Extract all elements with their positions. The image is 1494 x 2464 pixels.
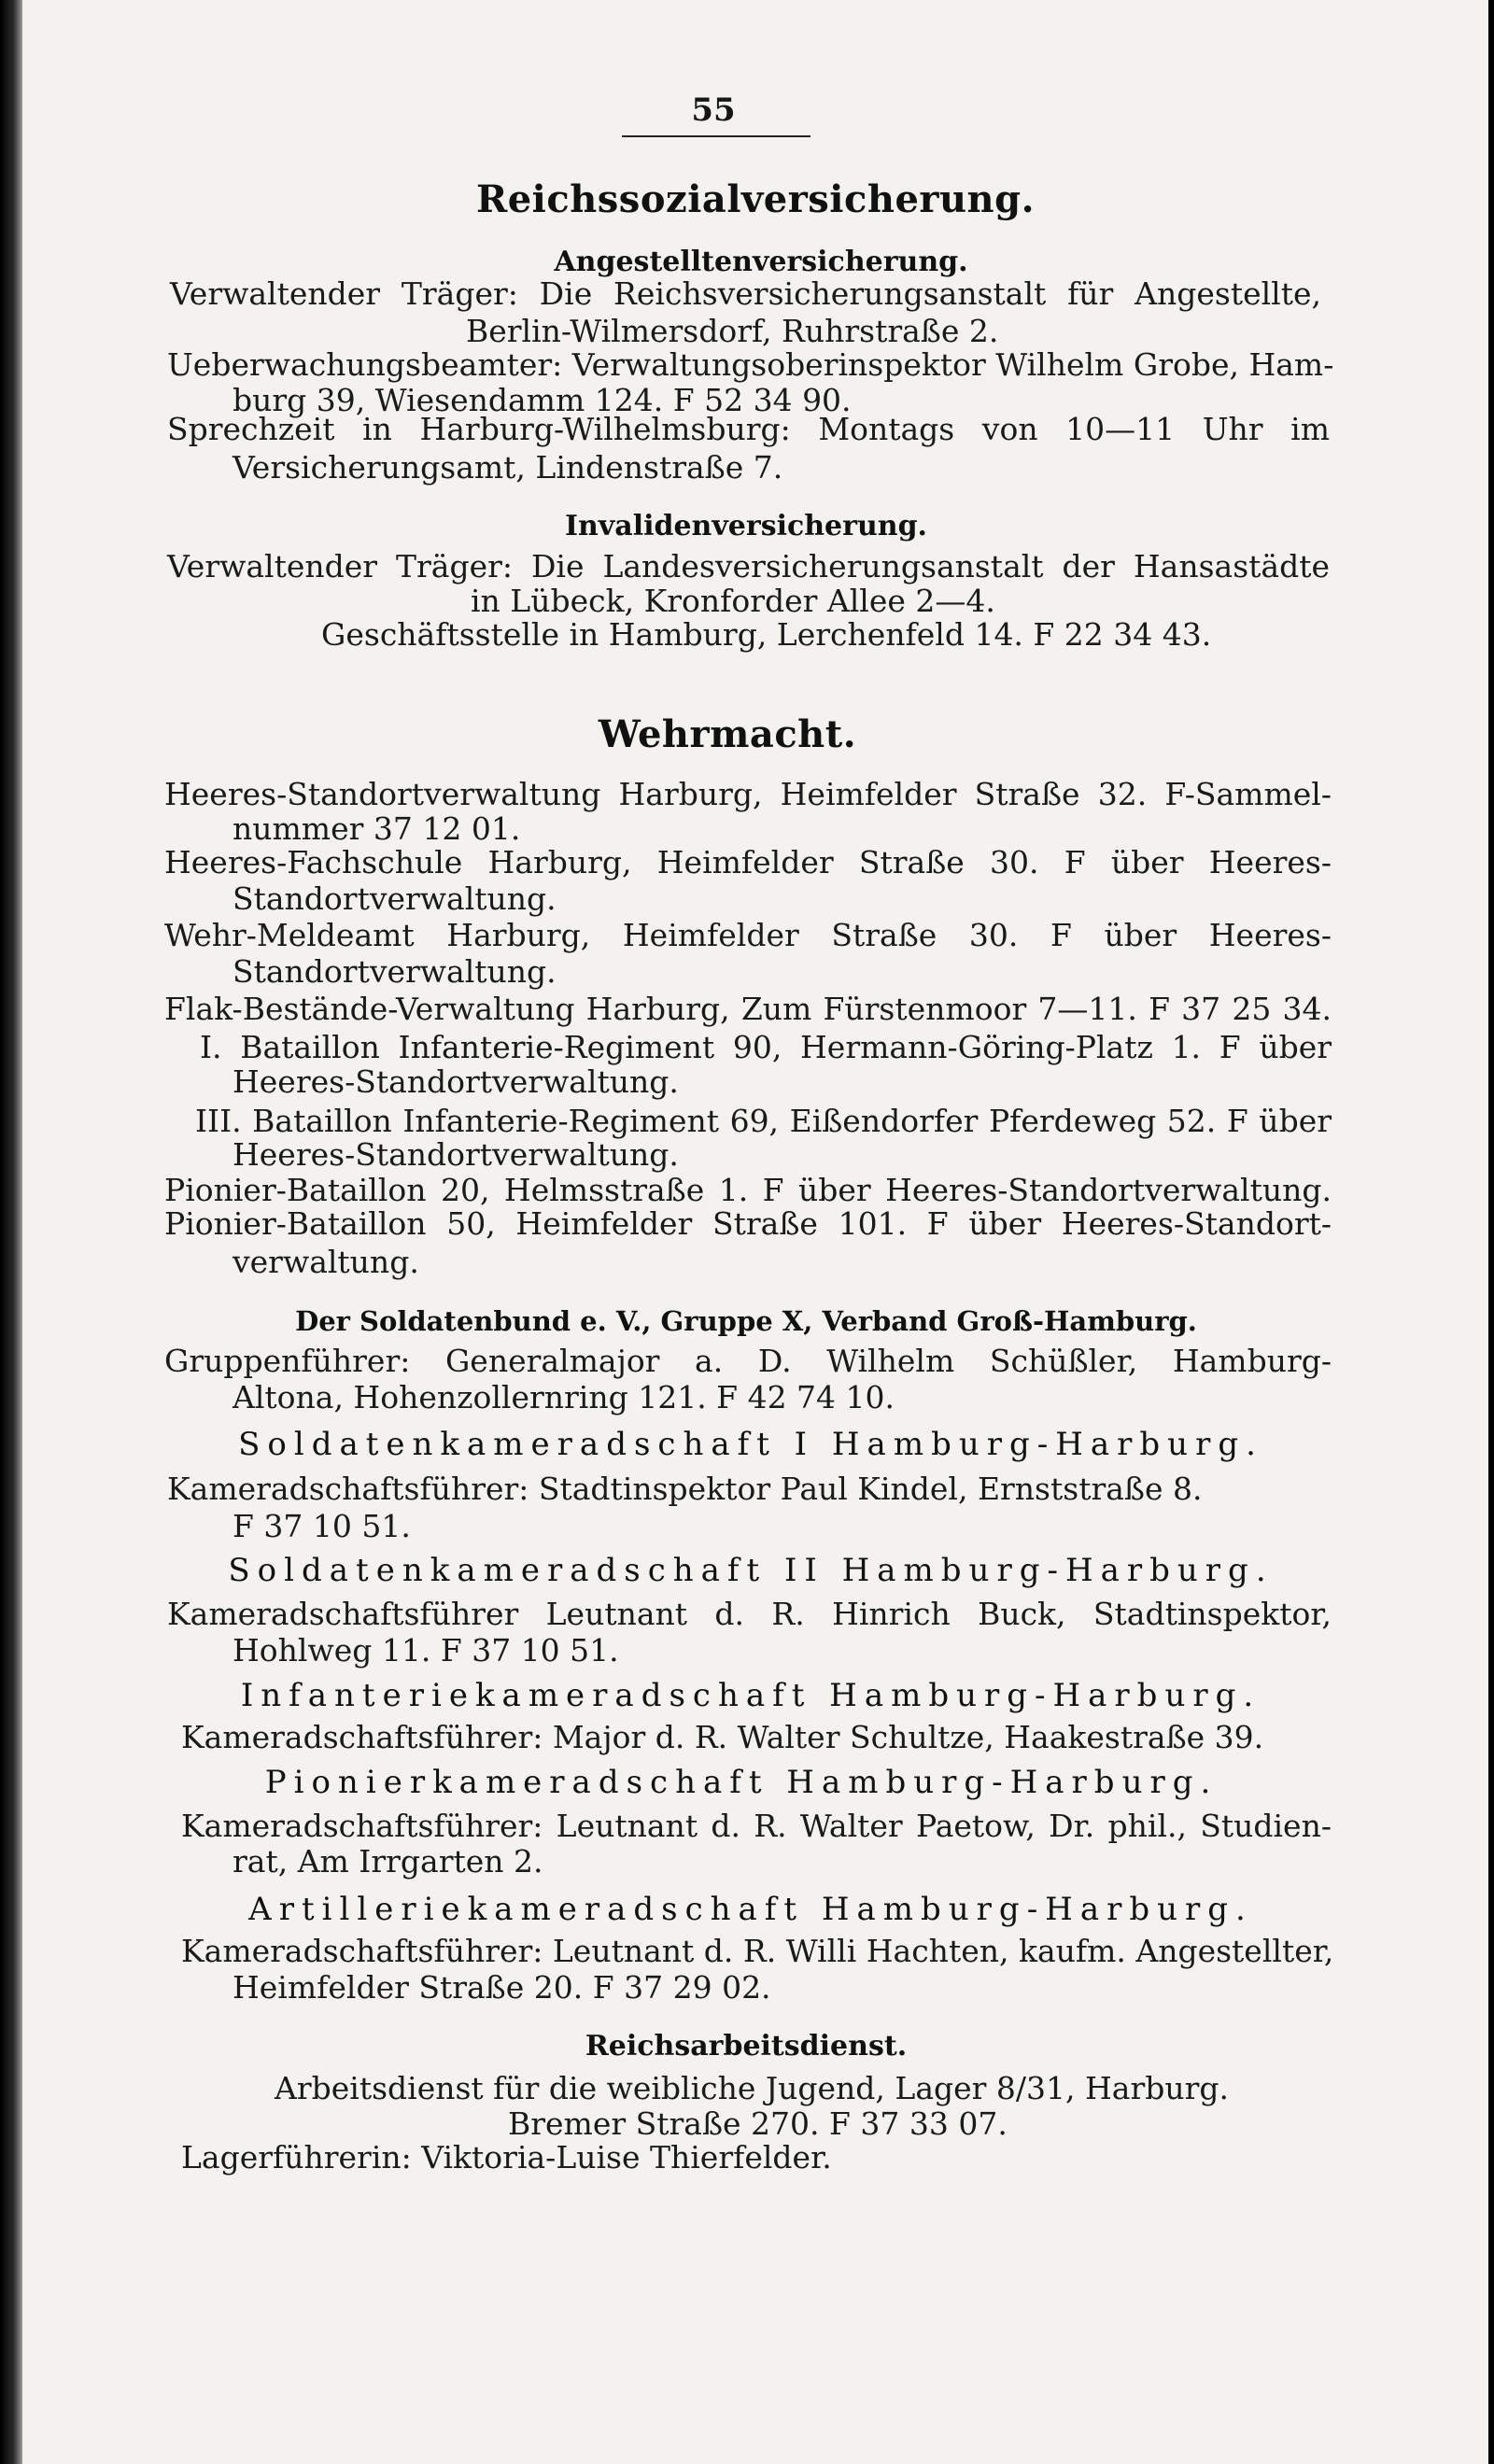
page-number-rule xyxy=(622,135,810,137)
invaliden-line-2: in Lübeck, Kronforder Allee 2—4. xyxy=(471,583,995,619)
angestellten-line-2: Berlin-Wilmersdorf, Ruhrstraße 2. xyxy=(466,313,999,349)
soldatenbund-line-1: Gruppenführer: Generalmajor a. D. Wilhelm Schüßler, Hamburg- xyxy=(164,1343,1332,1379)
wehrmacht-line-9: Heeres-Standortverwaltung. xyxy=(233,1063,679,1100)
wehrmacht-line-6: Standortverwaltung. xyxy=(233,953,557,990)
wehrmacht-line-11: Heeres-Standortverwaltung. xyxy=(233,1136,679,1173)
wehrmacht-line-3: Heeres-Fachschule Harburg, Heimfelder Straße 30. F über Heeres- xyxy=(164,844,1332,880)
artilleriekameradschaft-line-1: Kameradschaftsführer: Leutnant d. R. Willi Hachten, kaufm. Angestellter, xyxy=(181,1933,1334,1969)
soldatenbund-line-2: Altona, Hohenzollernring 121. F 42 74 10. xyxy=(233,1379,895,1415)
infanteriekameradschaft-line-1: Kameradschaftsführer: Major d. R. Walter Schultze, Haakestraße 39. xyxy=(181,1719,1264,1755)
reichsarbeitsdienst-line-1: Arbeitsdienst für die weibliche Jugend, Lager 8/31, Harburg. xyxy=(275,2070,1229,2106)
soldatenbund-heading: Der Soldatenbund e. V., Gruppe X, Verband Groß-Hamburg. xyxy=(295,1305,1197,1337)
wehrmacht-line-13: Pionier-Bataillon 50, Heimfelder Straße 101. F über Heeres-Standort- xyxy=(164,1205,1332,1242)
artilleriekameradschaft-heading: Artilleriekameradschaft Hamburg-Harburg. xyxy=(248,1891,1253,1928)
wehrmacht-heading: Wehrmacht. xyxy=(598,712,857,756)
angestellten-line-3: Ueberwachungsbeamter: Verwaltungsoberinspektor Wilhelm Grobe, Ham- xyxy=(167,346,1334,383)
invaliden-line-1: Verwaltender Träger: Die Landesversicherungsanstalt der Hansastädte xyxy=(167,548,1330,584)
kameradschaft-1-line-2: F 37 10 51. xyxy=(233,1508,411,1544)
wehrmacht-line-7: Flak-Bestände-Verwaltung Harburg, Zum Fürstenmoor 7—11. F 37 25 34. xyxy=(164,991,1332,1027)
infanteriekameradschaft-heading: Infanteriekameradschaft Hamburg-Harburg. xyxy=(240,1677,1261,1714)
kameradschaft-2-line-2: Hohlweg 11. F 37 10 51. xyxy=(233,1632,619,1668)
pionierkameradschaft-line-1: Kameradschaftsführer: Leutnant d. R. Walter Paetow, Dr. phil., Studien- xyxy=(181,1808,1332,1844)
wehrmacht-line-14: verwaltung. xyxy=(233,1244,419,1280)
wehrmacht-line-5: Wehr-Meldeamt Harburg, Heimfelder Straße 30. F über Heeres- xyxy=(164,917,1332,953)
wehrmacht-line-12: Pionier-Bataillon 20, Helmsstraße 1. F über Heeres-Standortverwaltung. xyxy=(164,1172,1332,1208)
angestellten-line-4: burg 39, Wiesendamm 124. F 52 34 90. xyxy=(233,382,852,418)
kameradschaft-1-line-1: Kameradschaftsführer: Stadtinspektor Paul Kindel, Ernststraße 8. xyxy=(167,1471,1203,1507)
wehrmacht-line-10: III. Bataillon Infanterie-Regiment 69, Eißendorfer Pferdeweg 52. F über xyxy=(195,1103,1332,1139)
kameradschaft-2-heading: Soldatenkameradschaft II Hamburg-Harburg. xyxy=(228,1552,1274,1589)
document-page xyxy=(22,0,1488,2464)
wehrmacht-line-4: Standortverwaltung. xyxy=(233,880,557,917)
invalidenversicherung-heading: Invalidenversicherung. xyxy=(564,510,927,542)
kameradschaft-1-heading: Soldatenkameradschaft I Hamburg-Harburg. xyxy=(238,1426,1263,1463)
artilleriekameradschaft-line-2: Heimfelder Straße 20. F 37 29 02. xyxy=(233,1969,771,2006)
reichsarbeitsdienst-line-3: Lagerführerin: Viktoria-Luise Thierfelder. xyxy=(181,2139,832,2175)
invaliden-line-3: Geschäftsstelle in Hamburg, Lerchenfeld 14. F 22 34 43. xyxy=(321,616,1212,653)
kameradschaft-2-line-1: Kameradschaftsführer Leutnant d. R. Hinrich Buck, Stadtinspektor, xyxy=(167,1596,1332,1632)
angestellten-line-1: Verwaltender Träger: Die Reichsversicherungsanstalt für Angestellte, xyxy=(170,275,1321,312)
reichsarbeitsdienst-heading: Reichsarbeitsdienst. xyxy=(585,2030,908,2063)
wehrmacht-line-1: Heeres-Standortverwaltung Harburg, Heimfelder Straße 32. F-Sammel- xyxy=(164,776,1332,812)
angestellten-line-5: Sprechzeit in Harburg-Wilhelmsburg: Montags von 10—11 Uhr im xyxy=(167,411,1330,447)
pionierkameradschaft-line-2: rat, Am Irrgarten 2. xyxy=(233,1843,543,1880)
wehrmacht-line-8: I. Bataillon Infanterie-Regiment 90, Hermann-Göring-Platz 1. F über xyxy=(200,1029,1332,1065)
reichssozialversicherung-heading: Reichssozialversicherung. xyxy=(475,177,1036,221)
reichsarbeitsdienst-line-2: Bremer Straße 270. F 37 33 07. xyxy=(508,2105,1008,2142)
angestelltenversicherung-heading: Angestelltenversicherung. xyxy=(554,246,968,278)
pionierkameradschaft-heading: Pionierkameradschaft Hamburg-Harburg. xyxy=(264,1764,1219,1801)
page-number: 55 xyxy=(691,92,736,129)
angestellten-line-6: Versicherungsamt, Lindenstraße 7. xyxy=(233,449,783,486)
page-edge-shadow xyxy=(0,0,22,2464)
wehrmacht-line-2: nummer 37 12 01. xyxy=(233,810,521,847)
